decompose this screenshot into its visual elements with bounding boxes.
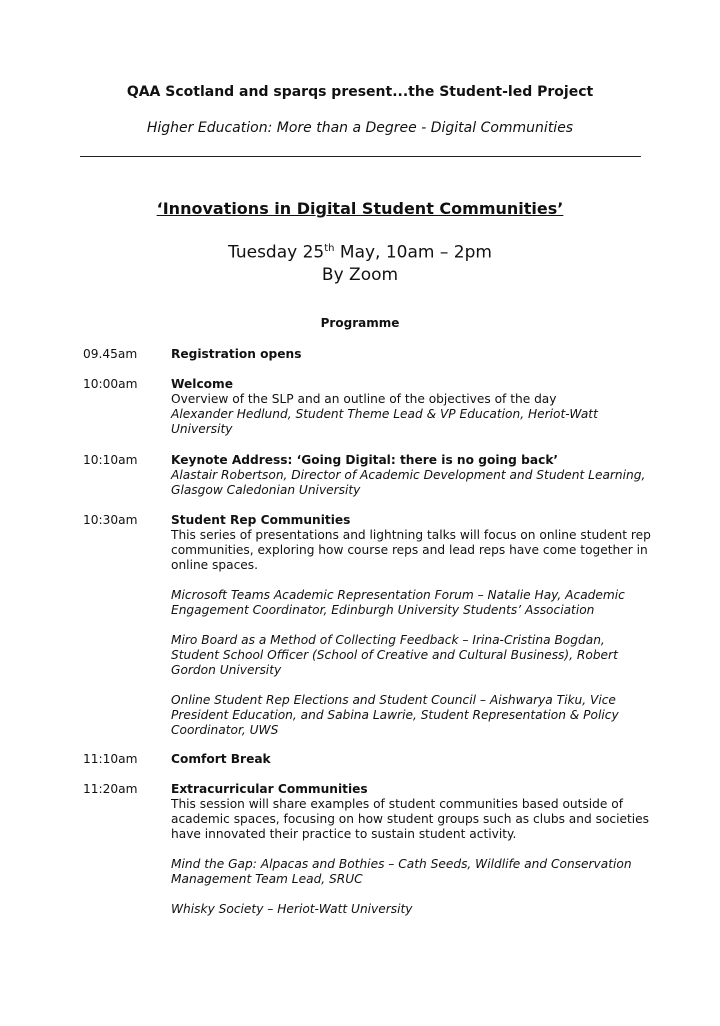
event-title: ‘Innovations in Digital Student Communities’ [156,199,564,218]
date-sup: th [324,243,335,254]
item-time: 11:10am [83,752,138,766]
item-speaker: Alexander Hedlund, Student Theme Lead & VP Education, Heriot-Watt University [171,407,598,436]
talk-item: Whisky Society – Heriot-Watt University [171,902,413,916]
item-title: Student Rep Communities [171,513,351,527]
talk-item: Microsoft Teams Academic Representation Forum – Natalie Hay, Academic Engagement Coordinator, Edinburgh University Students’ Association [171,588,625,617]
item-title: Keynote Address: ‘Going Digital: there is no going back’ [171,453,559,467]
programme-heading: Programme [320,316,400,330]
item-description: Overview of the SLP and an outline of the objectives of the day [171,392,557,406]
event-location: By Zoom [321,264,399,285]
talk-item: Mind the Gap: Alpacas and Bothies – Cath Seeds, Wildlife and Conservation Management Team Lead, SRUC [171,857,632,886]
date-suffix: May, 10am – 2pm [334,242,492,263]
item-title: Extracurricular Communities [171,782,368,796]
item-time: 10:10am [83,453,138,467]
talk-item: Online Student Rep Elections and Student Council – Aishwarya Tiku, Vice President Education, and Sabina Lawrie, Student Representation & Policy Coordinator, UWS [171,693,619,737]
item-time: 09.45am [83,347,138,361]
header-title: QAA Scotland and sparqs present...the Student-led Project [126,84,594,100]
item-title: Welcome [171,377,234,391]
item-title: Registration opens [171,347,302,361]
item-title: Comfort Break [171,752,271,766]
date-prefix: Tuesday 25 [228,242,325,263]
talk-item: Miro Board as a Method of Collecting Feedback – Irina-Cristina Bogdan, Student School Officer (School of Creative and Cultural Business), Robert Gordon University [171,633,618,677]
item-speaker: Alastair Robertson, Director of Academic Development and Student Learning, Glasgow Caledonian University [171,468,646,497]
event-date [0,238,720,286]
item-description: This session will share examples of student communities based outside of academic spaces, focusing on how student groups such as clubs and societies have innovated their practice to sustain student activity. [171,797,650,841]
item-time: 11:20am [83,782,138,796]
item-time: 10:30am [83,513,138,527]
item-time: 10:00am [83,377,138,391]
item-description: This series of presentations and lightning talks will focus on online student rep communities, exploring how course reps and lead reps have come together in online spaces. [171,528,651,572]
divider [80,156,641,157]
header-subtitle: Higher Education: More than a Degree - Digital Communities [146,120,574,136]
